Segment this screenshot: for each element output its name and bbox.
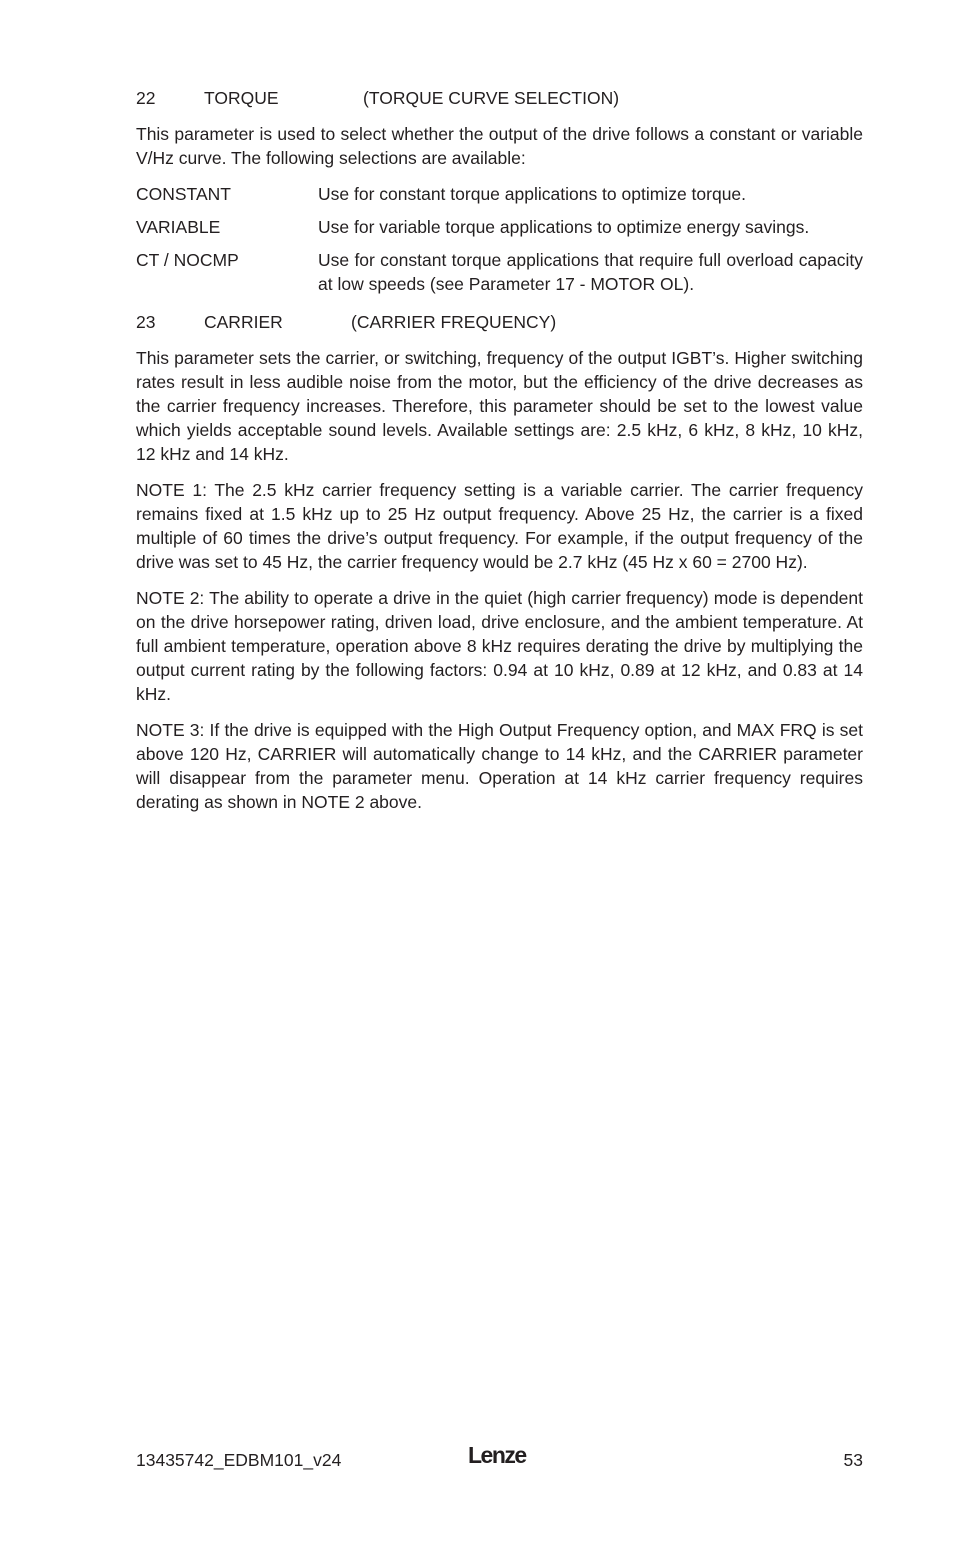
option-term: CT / NOCMP — [136, 250, 239, 270]
document-id: 13435742_EDBM101_v24 — [136, 1450, 342, 1470]
option-row-constant — [136, 182, 863, 206]
note-2: NOTE 2: The ability to operate a drive in the quiet (high carrier frequency) mode is dependent on the drive horsepower rating, driven load, drive enclosure, and the ambient temperature. At full ambient temperature, operation above 8 kHz requires derating the drive by multiplying the output current rating by the following factors: 0.94 at 10 kHz, 0.89 at 12 kHz, and 0.83 at 14 kHz. — [136, 588, 863, 704]
parameter-title: (CARRIER FREQUENCY) — [351, 312, 557, 332]
option-description: Use for constant torque applications that require full overload capacity at low speeds (see Parameter 17 - MOTOR OL). — [318, 250, 863, 294]
page-content — [136, 86, 863, 826]
option-term: CONSTANT — [136, 184, 231, 204]
parameter-name: TORQUE — [204, 88, 279, 108]
option-description: Use for variable torque applications to optimize energy savings. — [318, 217, 810, 237]
note-1: NOTE 1: The 2.5 kHz carrier frequency setting is a variable carrier. The carrier frequency remains fixed at 1.5 kHz up to 25 Hz output frequency. Above 25 Hz, the carrier is a fixed multiple of 60 times the drive’s output frequency. For example, if the output frequency of the drive was set to 45 Hz, the carrier frequency would be 2.7 kHz (45 Hz x 60 = 2700 Hz). — [136, 480, 863, 572]
option-row-variable — [136, 215, 863, 239]
parameter-23-heading — [136, 310, 863, 334]
option-description: Use for constant torque applications to optimize torque. — [318, 184, 747, 204]
carrier-description: This parameter sets the carrier, or switching, frequency of the output IGBT’s. Higher switching rates result in less audible noise from the motor, but the efficiency of the drive decreases as the carrier frequency increases. Therefore, this parameter should be set to the lowest value which yields acceptable sound levels. Available settings are: 2.5 kHz, 6 kHz, 8 kHz, 10 kHz, 12 kHz and 14 kHz. — [136, 348, 863, 464]
parameter-22-intro: This parameter is used to select whether the output of the drive follows a constant or variable V/Hz curve. The following selections are available: — [136, 124, 863, 168]
page-footer — [136, 1442, 863, 1470]
parameter-22-heading — [136, 86, 863, 110]
lenze-logo: Lenze — [468, 1442, 526, 1468]
parameter-title: (TORQUE CURVE SELECTION) — [363, 88, 620, 108]
option-term: VARIABLE — [136, 217, 221, 237]
note-3: NOTE 3: If the drive is equipped with the High Output Frequency option, and MAX FRQ is set above 120 Hz, CARRIER will automatically change to 14 kHz, and the CARRIER parameter will disappear from the parameter menu. Operation at 14 kHz carrier frequency requires derating as shown in NOTE 2 above. — [136, 720, 863, 812]
parameter-name: CARRIER — [204, 312, 283, 332]
option-row-ct-nocmp — [136, 248, 863, 296]
parameter-number: 23 — [136, 312, 156, 332]
page-number: 53 — [843, 1450, 863, 1470]
parameter-number: 22 — [136, 88, 156, 108]
